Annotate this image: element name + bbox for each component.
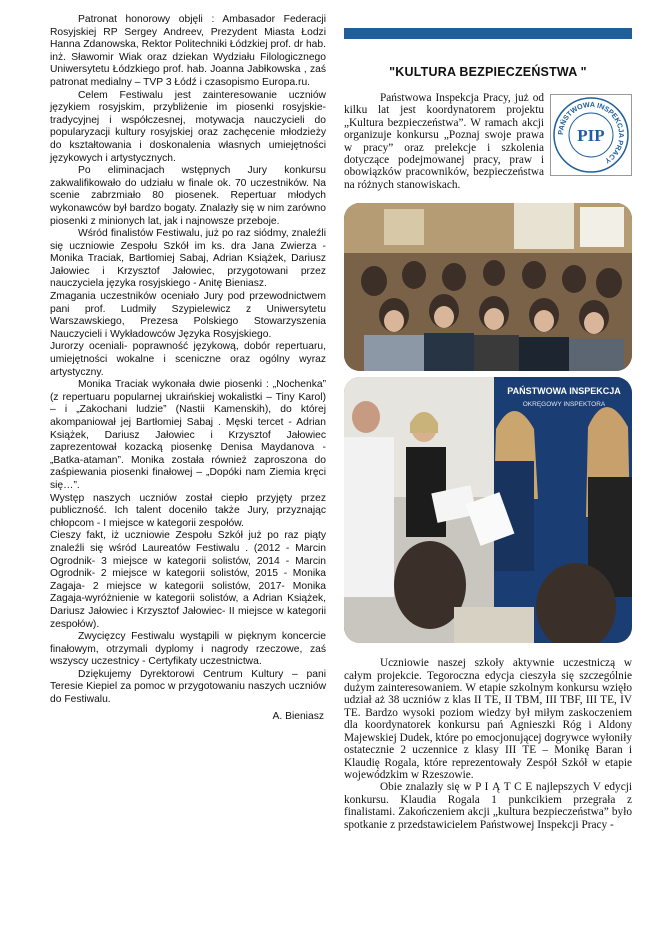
pip-logo-graphic	[551, 95, 631, 175]
article-paragraph: Zwycięzcy Festiwalu wystąpili w pięknym koncercie finałowym, otrzymali dyplomy i nagrody rzeczowe, zaś wszyscy uczestnicy - Certyfikaty uczestnictwa.	[50, 631, 326, 668]
banner-title: PAŃSTWOWA INSPEKCJA	[507, 386, 621, 397]
logo-ring-text: PAŃSTWOWA INSPEKCJA PRACY	[555, 99, 627, 166]
audience-photo-graphic	[344, 203, 632, 371]
intro-block	[344, 92, 632, 191]
banner-subtitle: OKRĘGOWY INSPEKTORA	[522, 401, 606, 409]
article-paragraph: Patronat honorowy objęli : Ambasador Federacji Rosyjskiej RP Sergey Andreev, Prezydent Miasta Łodzi Hanna Zdanowska, Rektor Politechniki Łódzkiej prof. dr hab. inż. Sławomir Wiak oraz dziekan Wydziału Filologicznego Uniwersytetu Łódzkiego prof. hab. Joanna Jabłkowska , zaś patronat medialny – TVP 3 Łódź i czasopismo Europa.ru.	[50, 14, 326, 88]
article-paragraph: Wśród finalistów Festiwalu, już po raz siódmy, znaleźli się uczniowie Zespołu Szkół im ks. dra Jana Zwierza - Monika Traciak, Bartłomiej Sabaj, Adrian Książek, Dariusz Jałowiec i Krzysztof Jałowiec, przygotowani przez nauczyciela języka rosyjskiego - Anitę Bieniasz.	[50, 228, 326, 290]
logo-monogram: PIP	[577, 126, 605, 145]
award-ceremony-photo	[344, 377, 632, 643]
article-paragraph: Obie znalazły się w P I Ą T C E najlepszych V edycji konkursu. Klaudia Rogala 1 punkcikiem przegrała z finalistami. Zakończeniem akcji „kultura bezpieczeństwa” było spotkanie z przedstawicielem Państwowej Inspekcji Pracy -	[344, 781, 632, 831]
article-paragraph: Dziękujemy Dyrektorowi Centrum Kultury – pani Teresie Kiepiel za pomoc w przygotowaniu naszych uczniów do Festiwalu.	[50, 668, 326, 706]
article-paragraph: Występ naszych uczniów został ciepło przyjęty przez publiczność. Ich talent doceniło także Jury, przyznając chłopcom - I miejsce w kategorii zespołów.	[50, 492, 326, 529]
audience-photo	[344, 203, 632, 371]
results-block	[344, 657, 632, 831]
article-paragraph: Uczniowie naszej szkoły aktywnie uczestniczą w całym projekcie. Tegoroczna edycja cieszyła się szczególnie dużym zainteresowaniem. W etapie szkolnym konkursu wzięło udział aż 38 uczniów z klas II TE, II TBM, III TBF, III TE, IV TE. Bardzo wysoki poziom wiedzy był miłym zaskoczeniem dla koordynatorek konkursu pań Agnieszki Róg i Aldony Majewskiej Dudek, które po emocjonującej dogrywce wyłoniły ostatecznie 2 uczennice z klasy III TE – Monikę Baran i Klaudię Rogala, które reprezentowały Zespół Szkół w etapie wojewódzkim w Rzeszowie.	[344, 657, 632, 781]
intro-paragraph: Państwowa Inspekcja Pracy, już od kilku lat jest koordynatorem projektu „Kultura bezpieczeństwa”. W ramach akcji organizuje konkursu „Poznaj swoje prawa w pracy” oraz prelekcje i szkolenia dotyczące podejmowanej pracy, praw i obowiązków pracowników, bezpieczeństwa na różnych stanowiskach.	[344, 92, 544, 191]
article-paragraph: Zmagania uczestników oceniało Jury pod przewodnictwem pani prof. Ludmiły Szypielewicz z Uniwersytetu Warszawskiego, Prezesa Polskiego Stowarzyszenia Nauczycieli i Wykładowców Języka Rosyjskiego.	[50, 291, 326, 340]
safety-culture-article	[344, 28, 632, 831]
article-paragraph: Jurorzy oceniali- poprawność językową, dobór repertuaru, umiejętności wokalne i sceniczne oraz ogólny wyraz artystyczny.	[50, 341, 326, 378]
pip-logo-icon	[550, 94, 632, 176]
festival-article	[50, 14, 326, 723]
award-photo-graphic	[344, 377, 632, 643]
article-paragraph: Celem Festiwalu jest zainteresowanie uczniów językiem rosyjskim, przybliżenie im piosenki rosyjskie-tradycyjnej i współczesnej, motywacja nauczycieli do popularyzacji kultury rosyjskiej oraz zachęcenie młodzieży do kształtowania i doskonalenia własnych umiejętności językowych i artystycznych.	[50, 89, 326, 164]
article-signature: A. Bieniasz	[272, 710, 324, 722]
accent-bar	[344, 28, 632, 39]
article-headline: "KULTURA BEZPIECZEŃSTWA "	[389, 65, 587, 79]
article-paragraph: Monika Traciak wykonała dwie piosenki : „Nochenka” (z repertuaru popularnej ukraińskiej wokalistki – Tiny Karol) – i „Zakochani ludzie” (Nastii Kamenskih), do której akompaniował jej Bartłomiej Sabaj . Męski tercet - Adrian Książek, Dariusz Jałowiec i Krzysztof Jałowiec zaprezentował kozacką piosenkę Denisa Maydanova - „Batka-ataman”. Monika została również zaproszona do zaśpiewania piosenki finałowej – „Dopóki nam Ziemia kręci się…”.	[50, 379, 326, 491]
article-paragraph: Po eliminacjach wstępnych Jury konkursu zakwalifikowało do udziału w finale ok. 70 uczestników. Na scenie zabrzmiało 80 piosenek. Repertuar młodych wykonawców był bardzo bogaty. Znalazły się w nim zarówno piosenki z minionych lat, jak i najnowsze przeboje.	[50, 165, 326, 227]
article-paragraph: Cieszy fakt, iż uczniowie Zespołu Szkół już po raz piąty znaleźli się wśród Laureatów Festiwalu . (2012 - Marcin Ogrodnik- 3 miejsce w kategorii solistów, 2014 - Marcin Ogrodnik- 2 miejsce w kategorii solistów, 2015 - Monika Zagaja- 2 miejsce w kategorii solistów, 2017- Monika Zagaja-wyróżnienie w kategorii solistów, a Adrian Książek, Dariusz Jałowiec i Krzysztof Jałowiec- II miejsce w kategorii zespołów).	[50, 530, 326, 630]
